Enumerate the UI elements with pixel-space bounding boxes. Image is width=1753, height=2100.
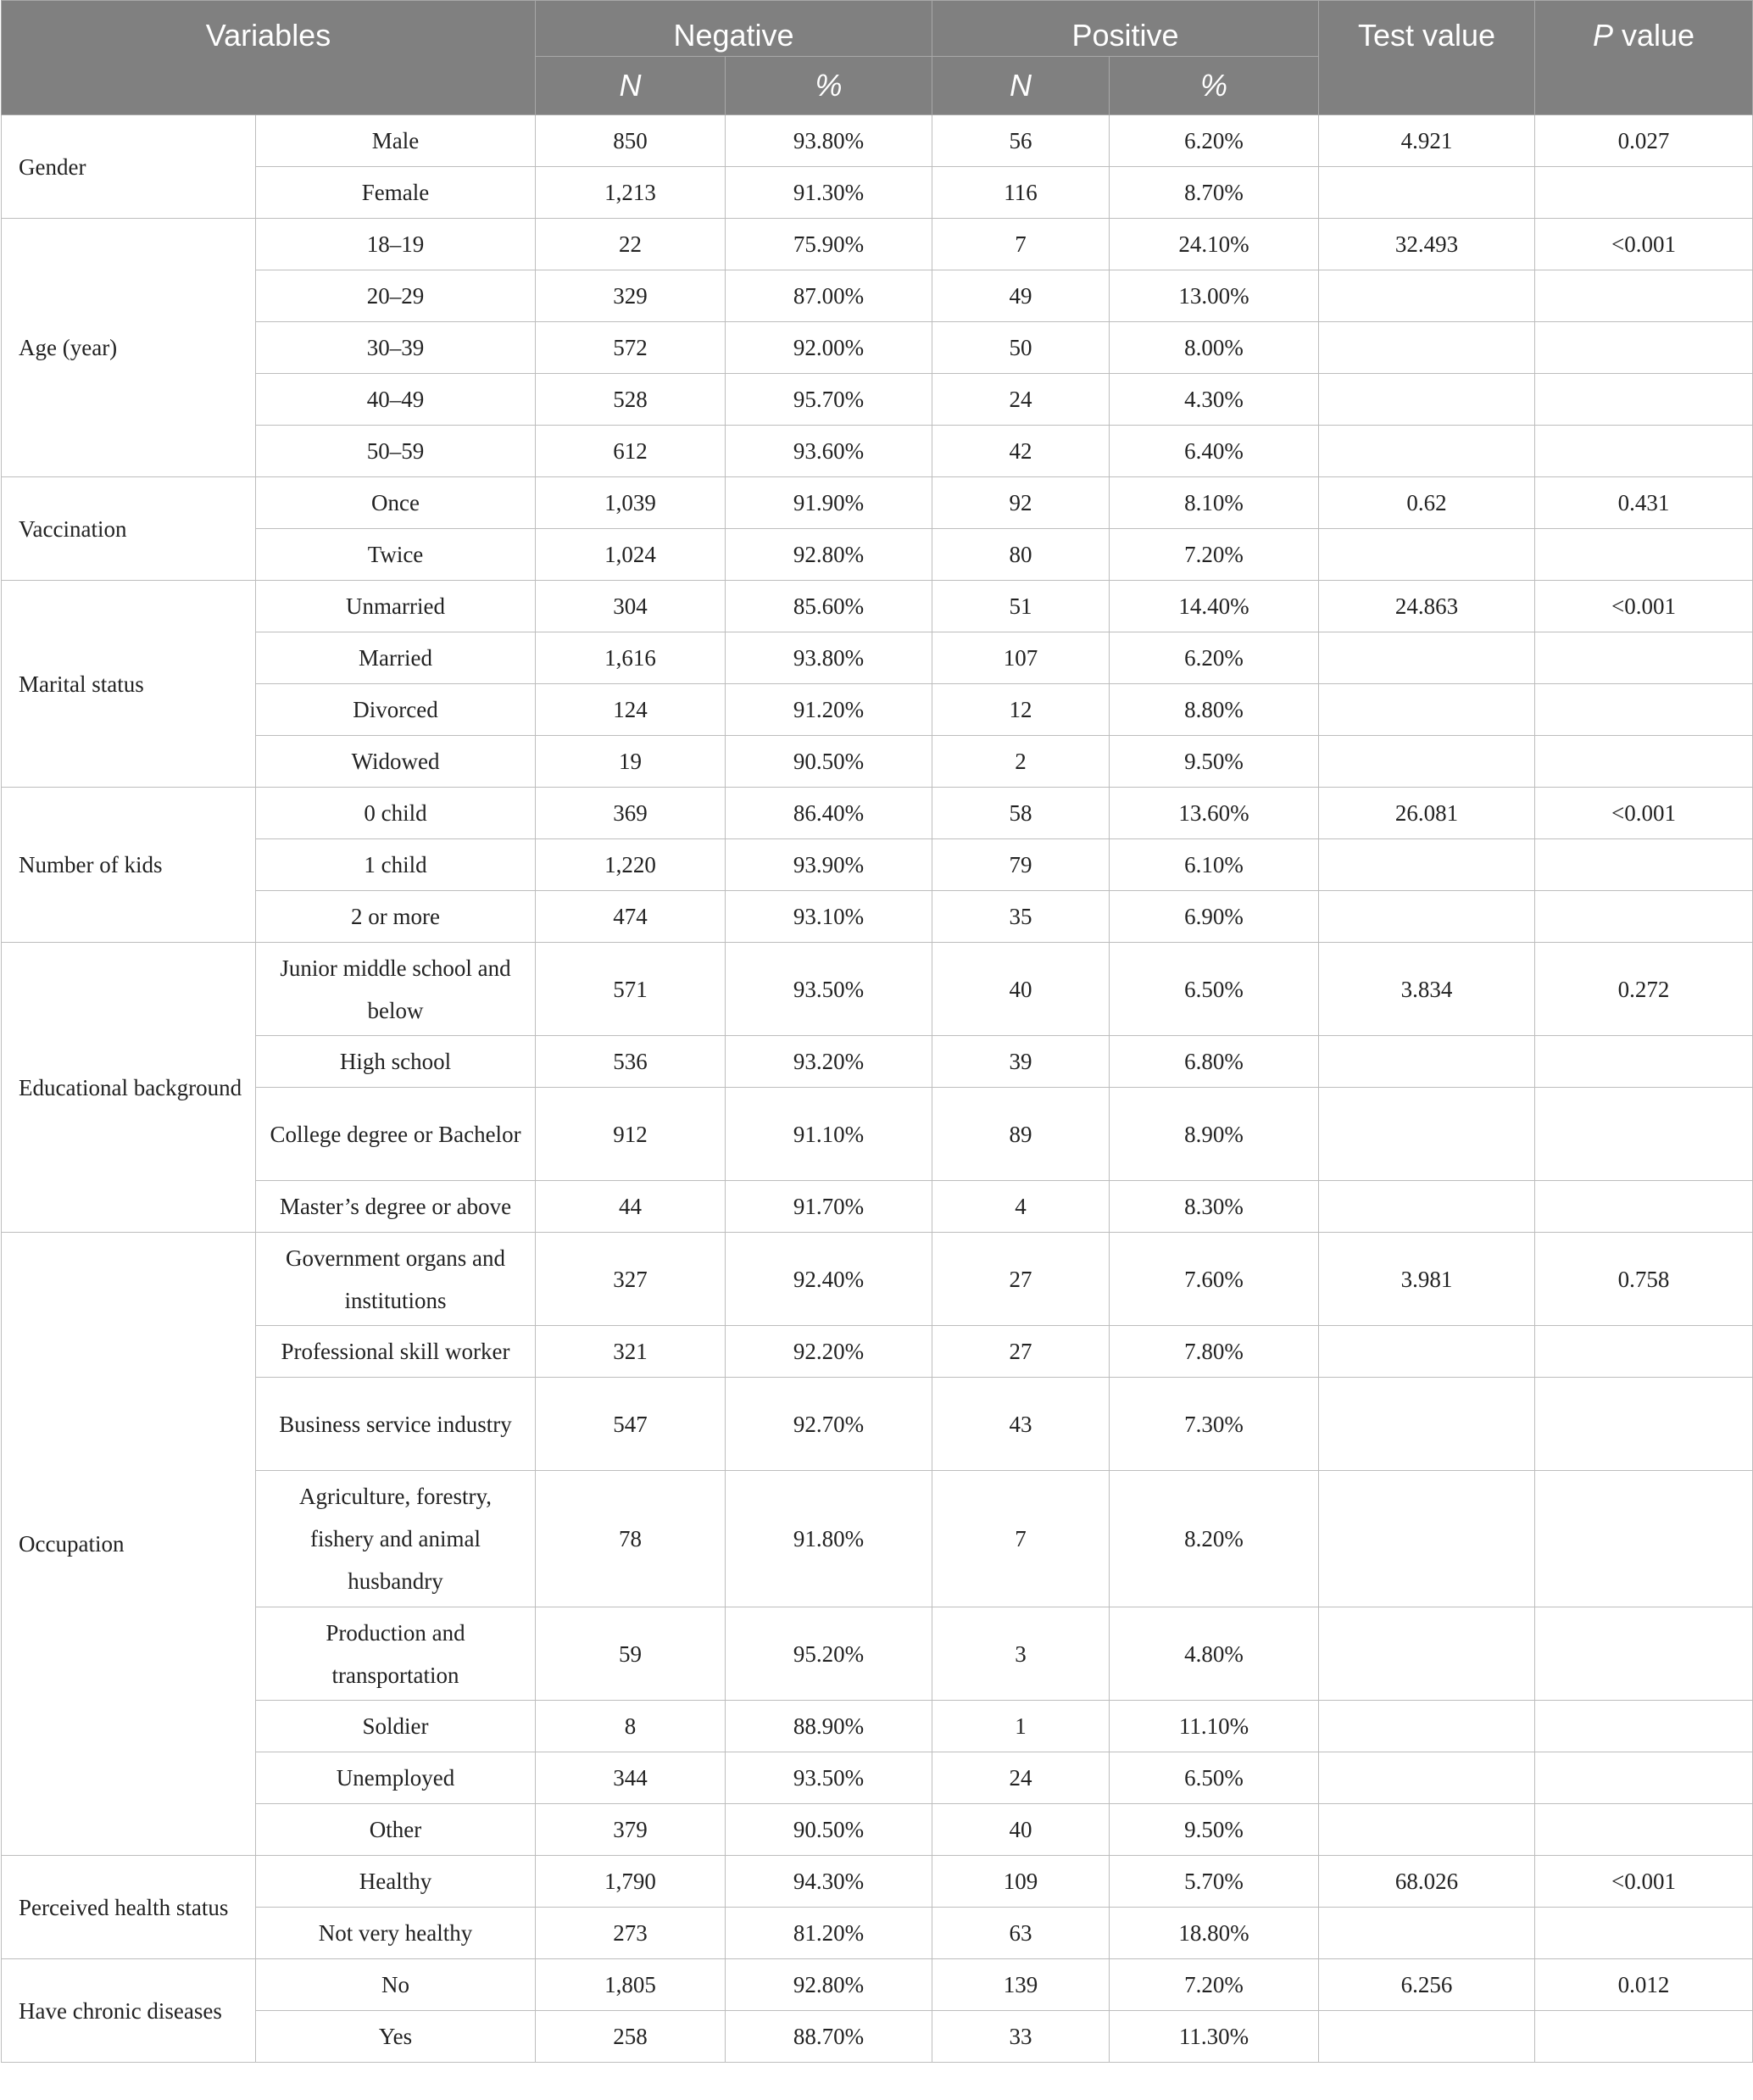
table-row [2,1088,1753,1181]
variable-label: Occupation [2,1233,256,1856]
p-value-empty [1535,529,1753,581]
negative-pct-cell: 92.80% [726,1959,932,2011]
table-row [2,426,1753,477]
category-cell: No [256,1959,536,2011]
positive-n-cell: 7 [932,219,1110,270]
p-value-empty [1535,1378,1753,1471]
table-row [2,1856,1753,1908]
negative-pct-cell: 93.50% [726,943,932,1036]
header-variables: Variables [2,1,536,115]
negative-n-cell: 572 [536,322,726,374]
table-row [2,943,1753,1036]
positive-pct-cell: 13.60% [1110,788,1319,839]
variable-label: Number of kids [2,788,256,943]
positive-n-cell: 80 [932,529,1110,581]
test-value-empty [1319,1471,1535,1607]
table-row [2,788,1753,839]
table-row [2,1607,1753,1701]
positive-pct-cell: 11.30% [1110,2011,1319,2063]
variable-label: Marital status [2,581,256,788]
positive-n-cell: 109 [932,1856,1110,1908]
category-cell: Unemployed [256,1752,536,1804]
p-value-empty [1535,270,1753,322]
category-cell: Professional skill worker [256,1326,536,1378]
positive-n-cell: 116 [932,167,1110,219]
test-value-empty [1319,374,1535,426]
positive-pct-cell: 7.60% [1110,1233,1319,1326]
category-cell: 50–59 [256,426,536,477]
test-value-empty [1319,1752,1535,1804]
negative-n-cell: 850 [536,115,726,167]
category-cell: Widowed [256,736,536,788]
negative-n-cell: 44 [536,1181,726,1233]
positive-pct-cell: 8.20% [1110,1471,1319,1607]
p-value-cell: 0.431 [1535,477,1753,529]
table-row [2,581,1753,632]
negative-n-cell: 258 [536,2011,726,2063]
positive-pct-cell: 9.50% [1110,736,1319,788]
table-row [2,1326,1753,1378]
negative-n-cell: 474 [536,891,726,943]
positive-n-cell: 49 [932,270,1110,322]
category-cell: Twice [256,529,536,581]
table-row [2,2011,1753,2063]
negative-n-cell: 369 [536,788,726,839]
test-value-cell: 68.026 [1319,1856,1535,1908]
table-row [2,1471,1753,1607]
test-value-empty [1319,1378,1535,1471]
test-value-cell: 32.493 [1319,219,1535,270]
test-value-cell: 3.834 [1319,943,1535,1036]
test-value-empty [1319,426,1535,477]
test-value-cell: 4.921 [1319,115,1535,167]
negative-pct-cell: 93.50% [726,1752,932,1804]
test-value-empty [1319,529,1535,581]
negative-n-cell: 59 [536,1607,726,1701]
table-header [2,1,1753,115]
header-positive-n: N [932,57,1110,115]
variable-label: Perceived health status [2,1856,256,1959]
table-row [2,322,1753,374]
negative-n-cell: 1,805 [536,1959,726,2011]
positive-n-cell: 56 [932,115,1110,167]
table-row [2,115,1753,167]
positive-n-cell: 139 [932,1959,1110,2011]
test-value-empty [1319,167,1535,219]
positive-n-cell: 24 [932,374,1110,426]
positive-pct-cell: 6.50% [1110,943,1319,1036]
positive-pct-cell: 6.10% [1110,839,1319,891]
p-value-cell: 0.012 [1535,1959,1753,2011]
negative-pct-cell: 95.70% [726,374,932,426]
positive-pct-cell: 5.70% [1110,1856,1319,1908]
negative-pct-cell: 92.00% [726,322,932,374]
positive-pct-cell: 7.80% [1110,1326,1319,1378]
test-value-empty [1319,891,1535,943]
positive-n-cell: 3 [932,1607,1110,1701]
negative-pct-cell: 86.40% [726,788,932,839]
negative-pct-cell: 90.50% [726,736,932,788]
positive-pct-cell: 13.00% [1110,270,1319,322]
category-cell: Soldier [256,1701,536,1752]
test-value-cell: 26.081 [1319,788,1535,839]
negative-n-cell: 379 [536,1804,726,1856]
category-cell: 30–39 [256,322,536,374]
table-row [2,1804,1753,1856]
positive-pct-cell: 8.70% [1110,167,1319,219]
negative-pct-cell: 93.80% [726,115,932,167]
positive-n-cell: 24 [932,1752,1110,1804]
header-p-italic: P [1592,18,1613,53]
positive-n-cell: 39 [932,1036,1110,1088]
table-body [2,115,1753,2063]
positive-pct-cell: 6.20% [1110,115,1319,167]
p-value-empty [1535,1471,1753,1607]
header-positive-pct: % [1110,57,1319,115]
category-cell: High school [256,1036,536,1088]
header-negative-pct: % [726,57,932,115]
category-cell: Male [256,115,536,167]
table-row [2,1233,1753,1326]
test-value-empty [1319,684,1535,736]
category-cell: Production and transportation [256,1607,536,1701]
category-cell: Once [256,477,536,529]
test-value-empty [1319,270,1535,322]
category-cell: 1 child [256,839,536,891]
positive-pct-cell: 9.50% [1110,1804,1319,1856]
p-value-empty [1535,1181,1753,1233]
p-value-empty [1535,1326,1753,1378]
test-value-empty [1319,1908,1535,1959]
positive-n-cell: 4 [932,1181,1110,1233]
positive-pct-cell: 8.80% [1110,684,1319,736]
negative-n-cell: 321 [536,1326,726,1378]
negative-pct-cell: 85.60% [726,581,932,632]
table-row [2,219,1753,270]
category-cell: Healthy [256,1856,536,1908]
p-value-cell: <0.001 [1535,581,1753,632]
positive-n-cell: 2 [932,736,1110,788]
test-value-cell: 0.62 [1319,477,1535,529]
negative-pct-cell: 92.20% [726,1326,932,1378]
positive-pct-cell: 7.30% [1110,1378,1319,1471]
p-value-empty [1535,167,1753,219]
table-row [2,839,1753,891]
category-cell: Not very healthy [256,1908,536,1959]
p-value-empty [1535,1804,1753,1856]
positive-n-cell: 107 [932,632,1110,684]
negative-n-cell: 528 [536,374,726,426]
header-p-value [1535,1,1753,115]
test-value-cell: 6.256 [1319,1959,1535,2011]
p-value-empty [1535,426,1753,477]
positive-pct-cell: 8.10% [1110,477,1319,529]
table-row [2,1752,1753,1804]
table-row [2,529,1753,581]
p-value-empty [1535,2011,1753,2063]
p-value-empty [1535,1908,1753,1959]
negative-n-cell: 124 [536,684,726,736]
p-value-cell: <0.001 [1535,1856,1753,1908]
positive-pct-cell: 24.10% [1110,219,1319,270]
positive-n-cell: 33 [932,2011,1110,2063]
category-cell: Other [256,1804,536,1856]
negative-pct-cell: 91.10% [726,1088,932,1181]
positive-pct-cell: 8.90% [1110,1088,1319,1181]
test-value-empty [1319,632,1535,684]
category-cell: 40–49 [256,374,536,426]
positive-pct-cell: 6.90% [1110,891,1319,943]
p-value-cell: <0.001 [1535,219,1753,270]
positive-n-cell: 89 [932,1088,1110,1181]
positive-n-cell: 27 [932,1326,1110,1378]
negative-n-cell: 19 [536,736,726,788]
table-row [2,1378,1753,1471]
table-row [2,270,1753,322]
positive-pct-cell: 8.00% [1110,322,1319,374]
negative-pct-cell: 88.70% [726,2011,932,2063]
category-cell: College degree or Bachelor [256,1088,536,1181]
category-cell: Master’s degree or above [256,1181,536,1233]
negative-pct-cell: 91.20% [726,684,932,736]
positive-pct-cell: 11.10% [1110,1701,1319,1752]
table-row [2,1701,1753,1752]
negative-n-cell: 1,616 [536,632,726,684]
variable-label: Vaccination [2,477,256,581]
negative-pct-cell: 87.00% [726,270,932,322]
negative-n-cell: 612 [536,426,726,477]
positive-pct-cell: 14.40% [1110,581,1319,632]
test-value-empty [1319,1804,1535,1856]
positive-n-cell: 1 [932,1701,1110,1752]
p-value-empty [1535,1036,1753,1088]
positive-pct-cell: 6.80% [1110,1036,1319,1088]
table-row [2,1908,1753,1959]
positive-n-cell: 79 [932,839,1110,891]
category-cell: Junior middle school and below [256,943,536,1036]
table-row [2,891,1753,943]
category-cell: Married [256,632,536,684]
table-row [2,167,1753,219]
positive-pct-cell: 18.80% [1110,1908,1319,1959]
negative-pct-cell: 92.80% [726,529,932,581]
negative-pct-cell: 91.80% [726,1471,932,1607]
negative-n-cell: 1,024 [536,529,726,581]
negative-n-cell: 1,220 [536,839,726,891]
positive-n-cell: 51 [932,581,1110,632]
positive-n-cell: 92 [932,477,1110,529]
negative-n-cell: 1,790 [536,1856,726,1908]
table-row [2,477,1753,529]
table-row [2,1959,1753,2011]
test-value-empty [1319,736,1535,788]
positive-pct-cell: 4.30% [1110,374,1319,426]
test-value-cell: 24.863 [1319,581,1535,632]
negative-pct-cell: 92.40% [726,1233,932,1326]
negative-n-cell: 329 [536,270,726,322]
p-value-empty [1535,374,1753,426]
p-value-empty [1535,1752,1753,1804]
negative-pct-cell: 92.70% [726,1378,932,1471]
negative-n-cell: 547 [536,1378,726,1471]
table-row [2,736,1753,788]
data-table [1,0,1753,2063]
negative-pct-cell: 93.20% [726,1036,932,1088]
variable-label: Have chronic diseases [2,1959,256,2063]
negative-n-cell: 1,039 [536,477,726,529]
negative-pct-cell: 95.20% [726,1607,932,1701]
header-positive: Positive [932,1,1319,57]
negative-pct-cell: 91.30% [726,167,932,219]
test-value-cell: 3.981 [1319,1233,1535,1326]
negative-n-cell: 536 [536,1036,726,1088]
p-value-empty [1535,632,1753,684]
test-value-empty [1319,1181,1535,1233]
negative-n-cell: 1,213 [536,167,726,219]
negative-pct-cell: 90.50% [726,1804,932,1856]
positive-pct-cell: 7.20% [1110,529,1319,581]
positive-pct-cell: 4.80% [1110,1607,1319,1701]
negative-n-cell: 304 [536,581,726,632]
p-value-cell: <0.001 [1535,788,1753,839]
negative-pct-cell: 75.90% [726,219,932,270]
negative-pct-cell: 91.90% [726,477,932,529]
p-value-empty [1535,1607,1753,1701]
category-cell: 2 or more [256,891,536,943]
category-cell: Unmarried [256,581,536,632]
p-value-cell: 0.758 [1535,1233,1753,1326]
negative-pct-cell: 88.90% [726,1701,932,1752]
variable-label: Gender [2,115,256,219]
positive-n-cell: 12 [932,684,1110,736]
positive-n-cell: 27 [932,1233,1110,1326]
test-value-empty [1319,2011,1535,2063]
header-test-value: Test value [1319,1,1535,115]
negative-n-cell: 344 [536,1752,726,1804]
p-value-cell: 0.027 [1535,115,1753,167]
p-value-empty [1535,322,1753,374]
negative-n-cell: 571 [536,943,726,1036]
negative-pct-cell: 93.60% [726,426,932,477]
category-cell: Yes [256,2011,536,2063]
category-cell: Government organs and institutions [256,1233,536,1326]
negative-pct-cell: 94.30% [726,1856,932,1908]
negative-n-cell: 273 [536,1908,726,1959]
category-cell: Agriculture, forestry, fishery and animal husbandry [256,1471,536,1607]
test-value-empty [1319,1701,1535,1752]
test-value-empty [1319,322,1535,374]
p-value-empty [1535,891,1753,943]
table-row [2,684,1753,736]
p-value-cell: 0.272 [1535,943,1753,1036]
negative-pct-cell: 81.20% [726,1908,932,1959]
negative-pct-cell: 91.70% [726,1181,932,1233]
category-cell: Female [256,167,536,219]
negative-pct-cell: 93.80% [726,632,932,684]
positive-n-cell: 63 [932,1908,1110,1959]
positive-pct-cell: 6.40% [1110,426,1319,477]
test-value-empty [1319,839,1535,891]
positive-n-cell: 58 [932,788,1110,839]
positive-n-cell: 40 [932,1804,1110,1856]
negative-pct-cell: 93.10% [726,891,932,943]
table-row [2,1036,1753,1088]
variable-label: Age (year) [2,219,256,477]
header-negative: Negative [536,1,932,57]
test-value-empty [1319,1326,1535,1378]
test-value-empty [1319,1036,1535,1088]
negative-n-cell: 912 [536,1088,726,1181]
p-value-empty [1535,684,1753,736]
positive-n-cell: 43 [932,1378,1110,1471]
category-cell: 18–19 [256,219,536,270]
negative-n-cell: 327 [536,1233,726,1326]
positive-n-cell: 50 [932,322,1110,374]
negative-n-cell: 8 [536,1701,726,1752]
negative-n-cell: 22 [536,219,726,270]
variable-label: Educational background [2,943,256,1233]
test-value-empty [1319,1607,1535,1701]
p-value-empty [1535,736,1753,788]
table-row [2,632,1753,684]
p-value-empty [1535,839,1753,891]
category-cell: Business service industry [256,1378,536,1471]
positive-n-cell: 7 [932,1471,1110,1607]
header-p-rest: value [1612,18,1695,53]
positive-pct-cell: 6.20% [1110,632,1319,684]
category-cell: 0 child [256,788,536,839]
negative-pct-cell: 93.90% [726,839,932,891]
negative-n-cell: 78 [536,1471,726,1607]
positive-n-cell: 42 [932,426,1110,477]
test-value-empty [1319,1088,1535,1181]
table-row [2,374,1753,426]
positive-pct-cell: 8.30% [1110,1181,1319,1233]
category-cell: Divorced [256,684,536,736]
positive-n-cell: 35 [932,891,1110,943]
positive-pct-cell: 6.50% [1110,1752,1319,1804]
category-cell: 20–29 [256,270,536,322]
table-row [2,1181,1753,1233]
header-negative-n: N [536,57,726,115]
p-value-empty [1535,1701,1753,1752]
p-value-empty [1535,1088,1753,1181]
positive-n-cell: 40 [932,943,1110,1036]
positive-pct-cell: 7.20% [1110,1959,1319,2011]
